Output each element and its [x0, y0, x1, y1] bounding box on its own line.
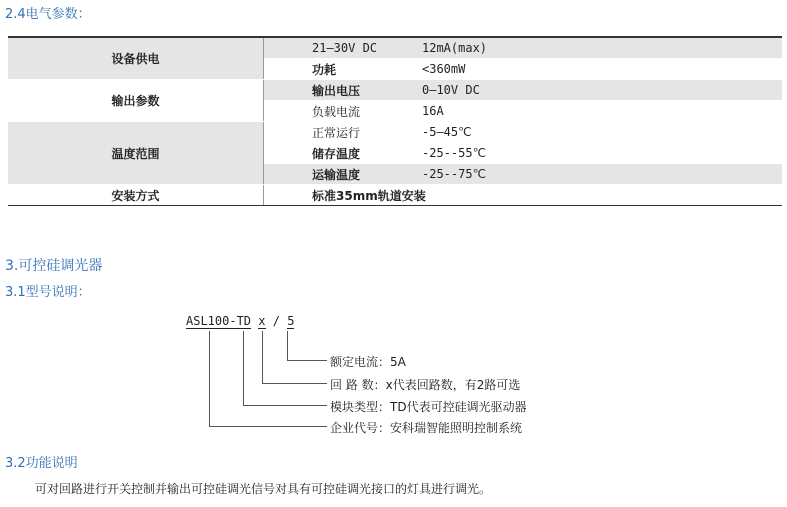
section-heading-3: 3.可控硅调光器: [5, 258, 103, 274]
mounting-value: 标准35mm轨道安装: [264, 185, 783, 206]
temperature-range-label: 温度范围: [8, 122, 264, 185]
company-code-label: 企业代号：安科瑞智能照明控制系统: [330, 421, 523, 435]
table-cell: 负载电流: [264, 101, 423, 122]
table-cell: 16A: [422, 101, 782, 122]
output-params-label: 输出参数: [8, 80, 264, 122]
model-code: [186, 314, 294, 328]
model-base: ASL100-TD: [186, 314, 252, 328]
model-x: x: [258, 314, 266, 328]
model-five: 5: [287, 314, 295, 328]
section-heading-3-2: 3.2功能说明: [5, 456, 78, 471]
table-cell: -25--75℃: [422, 164, 782, 185]
table-cell: 输出电压: [264, 80, 423, 101]
electrical-parameters-table: [8, 36, 782, 206]
table-cell: -5—45℃: [422, 122, 782, 143]
mounting-label: 安装方式: [8, 185, 264, 206]
rated-current-label: 额定电流：5A: [330, 355, 406, 369]
section-heading-3-1: 3.1型号说明：: [5, 285, 91, 300]
function-description: 可对回路进行开关控制并输出可控硅调光信号对具有可控硅调光接口的灯具进行调光。: [35, 482, 492, 496]
table-cell: 12mA(max): [422, 37, 782, 59]
table-cell: <360mW: [422, 59, 782, 80]
table-cell: 21—30V DC: [264, 37, 423, 59]
table-cell: 正常运行: [264, 122, 423, 143]
module-type-label: 模块类型：TD代表可控硅调光驱动器: [330, 400, 527, 414]
table-cell: 储存温度: [264, 143, 423, 164]
table-cell: 运输温度: [264, 164, 423, 185]
circuit-count-label: 回 路 数：x代表回路数，有2路可选: [330, 378, 521, 392]
table-cell: 功耗: [264, 59, 423, 80]
table-cell: 0—10V DC: [422, 80, 782, 101]
section-heading-2-4: 2.4电气参数：: [5, 7, 91, 22]
power-supply-label: 设备供电: [8, 37, 264, 80]
table-cell: -25--55℃: [422, 143, 782, 164]
model-sep: /: [265, 314, 288, 328]
